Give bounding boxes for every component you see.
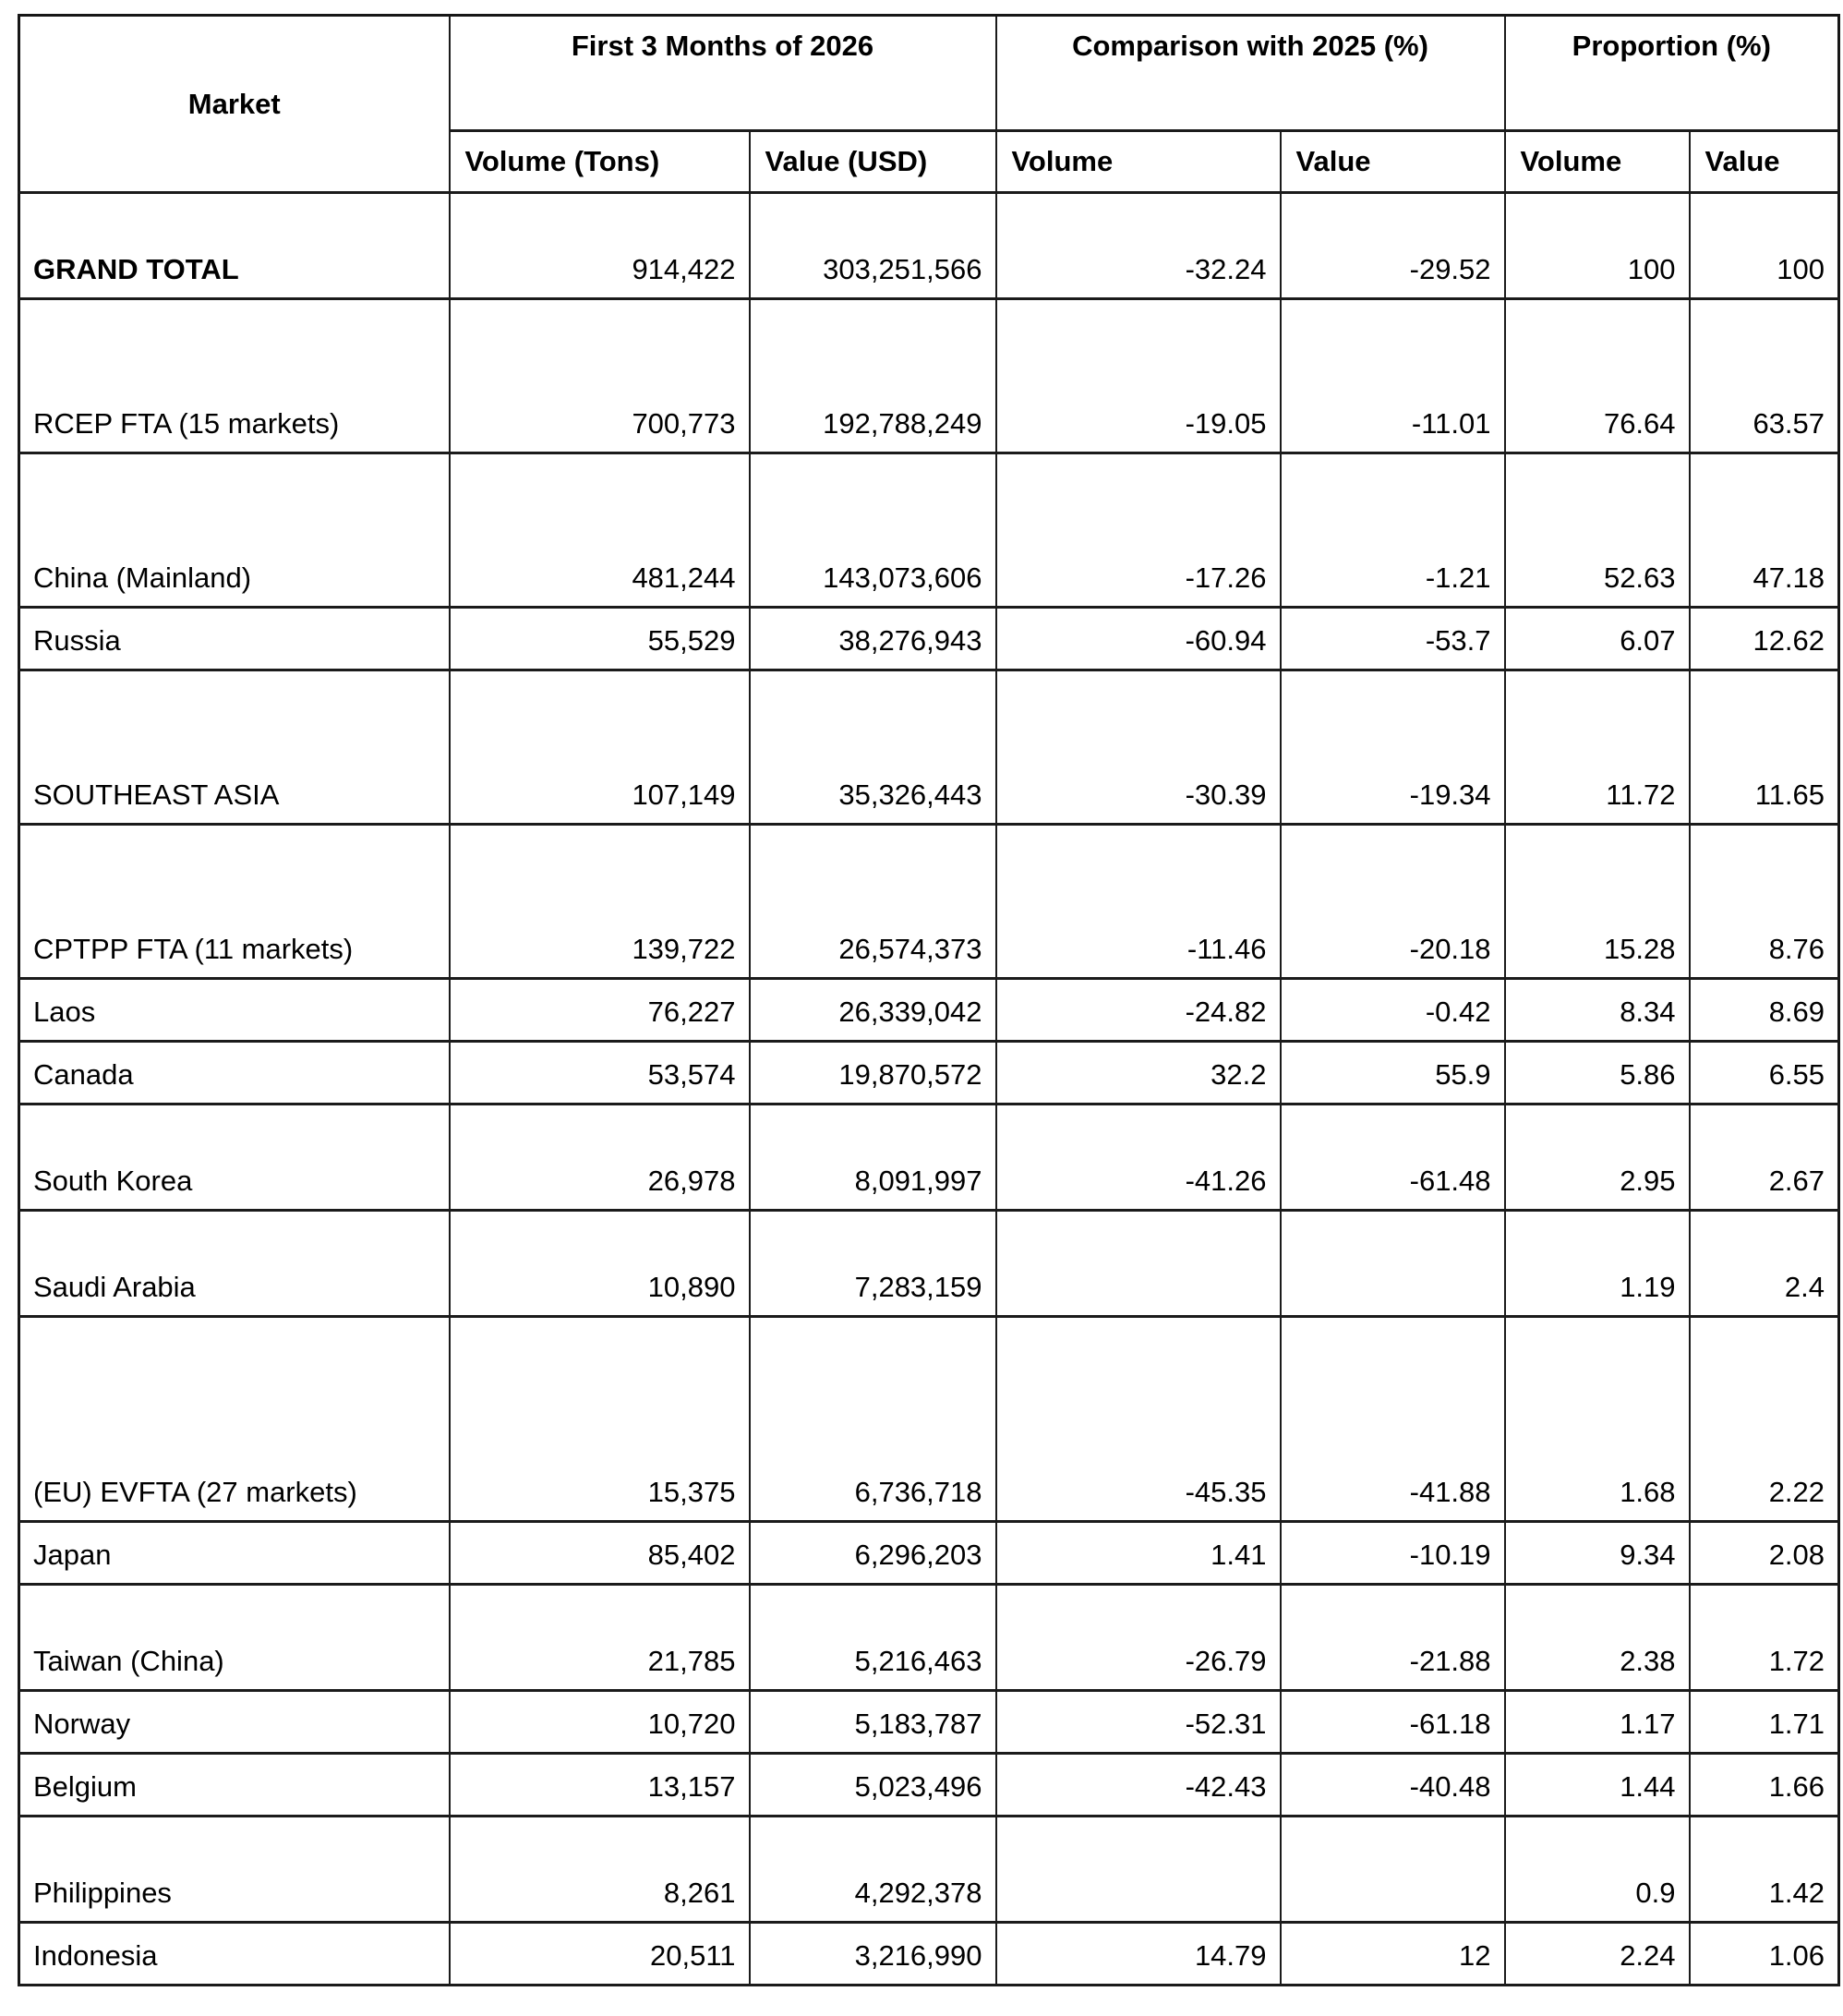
yoy-volume-cell: -52.31 [996, 1691, 1281, 1754]
share-volume-cell: 5.86 [1505, 1042, 1690, 1105]
volume-tons-cell: 10,720 [450, 1691, 750, 1754]
share-value-cell: 1.66 [1690, 1754, 1839, 1817]
value-usd-cell: 4,292,378 [750, 1817, 996, 1923]
share-value-cell: 8.76 [1690, 825, 1839, 979]
value-usd-cell: 5,023,496 [750, 1754, 996, 1817]
market-cell: Laos [19, 979, 450, 1042]
market-cell: Philippines [19, 1817, 450, 1923]
share-value-cell: 100 [1690, 193, 1839, 299]
table-row-japan [19, 1522, 1839, 1585]
value-usd-cell: 38,276,943 [750, 608, 996, 670]
table-row-russia [19, 608, 1839, 670]
volume-tons-cell: 10,890 [450, 1211, 750, 1317]
market-cell: CPTPP FTA (11 markets) [19, 825, 450, 979]
value-usd-cell: 5,216,463 [750, 1585, 996, 1691]
share-volume-cell: 1.68 [1505, 1317, 1690, 1522]
table-row-southeast-asia [19, 670, 1839, 825]
export-markets-table [18, 14, 1840, 1986]
volume-tons-cell: 914,422 [450, 193, 750, 299]
value-usd-cell: 8,091,997 [750, 1105, 996, 1211]
market-cell: Canada [19, 1042, 450, 1105]
share-value-cell: 2.22 [1690, 1317, 1839, 1522]
market-cell: Russia [19, 608, 450, 670]
share-volume-cell: 2.95 [1505, 1105, 1690, 1211]
yoy-value-cell: -1.21 [1281, 453, 1505, 608]
volume-tons-cell: 8,261 [450, 1817, 750, 1923]
subheader-yoy-value: Value [1281, 131, 1505, 193]
yoy-value-cell: 12 [1281, 1923, 1505, 1986]
yoy-value-cell: -21.88 [1281, 1585, 1505, 1691]
volume-tons-cell: 107,149 [450, 670, 750, 825]
market-cell: Taiwan (China) [19, 1585, 450, 1691]
yoy-value-cell: -11.01 [1281, 299, 1505, 453]
subheader-yoy-volume: Volume [996, 131, 1281, 193]
subheader-share-volume: Volume [1505, 131, 1690, 193]
yoy-value-cell: -10.19 [1281, 1522, 1505, 1585]
table-row-south-korea [19, 1105, 1839, 1211]
yoy-value-cell: -41.88 [1281, 1317, 1505, 1522]
volume-tons-cell: 26,978 [450, 1105, 750, 1211]
value-usd-cell: 3,216,990 [750, 1923, 996, 1986]
table-row-belgium [19, 1754, 1839, 1817]
value-usd-cell: 19,870,572 [750, 1042, 996, 1105]
table-row-canada [19, 1042, 1839, 1105]
market-cell: SOUTHEAST ASIA [19, 670, 450, 825]
market-cell: Saudi Arabia [19, 1211, 450, 1317]
table-row-china [19, 453, 1839, 608]
yoy-volume-cell [996, 1211, 1281, 1317]
value-usd-cell: 6,296,203 [750, 1522, 996, 1585]
group-header-first-3-months-2026: First 3 Months of 2026 [450, 16, 996, 131]
yoy-volume-cell: -24.82 [996, 979, 1281, 1042]
yoy-volume-cell: -42.43 [996, 1754, 1281, 1817]
share-volume-cell: 6.07 [1505, 608, 1690, 670]
subheader-share-value: Value [1690, 131, 1839, 193]
volume-tons-cell: 53,574 [450, 1042, 750, 1105]
volume-tons-cell: 20,511 [450, 1923, 750, 1986]
yoy-value-cell: 55.9 [1281, 1042, 1505, 1105]
share-value-cell: 1.42 [1690, 1817, 1839, 1923]
market-cell: South Korea [19, 1105, 450, 1211]
yoy-value-cell: -19.34 [1281, 670, 1505, 825]
share-value-cell: 47.18 [1690, 453, 1839, 608]
yoy-value-cell: -29.52 [1281, 193, 1505, 299]
share-value-cell: 6.55 [1690, 1042, 1839, 1105]
table-body [19, 193, 1839, 1986]
volume-tons-cell: 21,785 [450, 1585, 750, 1691]
share-value-cell: 2.4 [1690, 1211, 1839, 1317]
yoy-volume-cell: -19.05 [996, 299, 1281, 453]
table-row-laos [19, 979, 1839, 1042]
header-group-row [19, 16, 1839, 131]
share-value-cell: 2.67 [1690, 1105, 1839, 1211]
share-volume-cell: 2.38 [1505, 1585, 1690, 1691]
share-value-cell: 2.08 [1690, 1522, 1839, 1585]
yoy-value-cell: -53.7 [1281, 608, 1505, 670]
value-usd-cell: 303,251,566 [750, 193, 996, 299]
yoy-volume-cell: -32.24 [996, 193, 1281, 299]
group-header-proportion: Proportion (%) [1505, 16, 1839, 131]
yoy-volume-cell: 14.79 [996, 1923, 1281, 1986]
yoy-value-cell [1281, 1211, 1505, 1317]
share-volume-cell: 76.64 [1505, 299, 1690, 453]
table-row-norway [19, 1691, 1839, 1754]
yoy-volume-cell: 1.41 [996, 1522, 1281, 1585]
volume-tons-cell: 139,722 [450, 825, 750, 979]
share-value-cell: 8.69 [1690, 979, 1839, 1042]
value-usd-cell: 6,736,718 [750, 1317, 996, 1522]
table-row-eu-evfta [19, 1317, 1839, 1522]
yoy-value-cell: -40.48 [1281, 1754, 1505, 1817]
share-volume-cell: 0.9 [1505, 1817, 1690, 1923]
yoy-volume-cell: -41.26 [996, 1105, 1281, 1211]
yoy-value-cell: -61.48 [1281, 1105, 1505, 1211]
share-volume-cell: 8.34 [1505, 979, 1690, 1042]
yoy-volume-cell: -30.39 [996, 670, 1281, 825]
share-value-cell: 63.57 [1690, 299, 1839, 453]
yoy-value-cell [1281, 1817, 1505, 1923]
subheader-value-usd: Value (USD) [750, 131, 996, 193]
group-header-comparison-2025: Comparison with 2025 (%) [996, 16, 1505, 131]
value-usd-cell: 26,339,042 [750, 979, 996, 1042]
table-header [19, 16, 1839, 193]
market-cell: Indonesia [19, 1923, 450, 1986]
volume-tons-cell: 13,157 [450, 1754, 750, 1817]
value-usd-cell: 7,283,159 [750, 1211, 996, 1317]
share-volume-cell: 9.34 [1505, 1522, 1690, 1585]
value-usd-cell: 26,574,373 [750, 825, 996, 979]
volume-tons-cell: 76,227 [450, 979, 750, 1042]
market-cell: (EU) EVFTA (27 markets) [19, 1317, 450, 1522]
value-usd-cell: 5,183,787 [750, 1691, 996, 1754]
table-row-taiwan [19, 1585, 1839, 1691]
volume-tons-cell: 55,529 [450, 608, 750, 670]
value-usd-cell: 143,073,606 [750, 453, 996, 608]
value-usd-cell: 192,788,249 [750, 299, 996, 453]
market-cell: GRAND TOTAL [19, 193, 450, 299]
volume-tons-cell: 481,244 [450, 453, 750, 608]
table-row-philippines [19, 1817, 1839, 1923]
share-volume-cell: 100 [1505, 193, 1690, 299]
volume-tons-cell: 15,375 [450, 1317, 750, 1522]
volume-tons-cell: 700,773 [450, 299, 750, 453]
yoy-volume-cell [996, 1817, 1281, 1923]
share-value-cell: 11.65 [1690, 670, 1839, 825]
yoy-volume-cell: -60.94 [996, 608, 1281, 670]
volume-tons-cell: 85,402 [450, 1522, 750, 1585]
table-row-rcep [19, 299, 1839, 453]
share-volume-cell: 1.44 [1505, 1754, 1690, 1817]
table-row-indonesia [19, 1923, 1839, 1986]
yoy-volume-cell: -11.46 [996, 825, 1281, 979]
share-value-cell: 1.72 [1690, 1585, 1839, 1691]
export-markets-table-container [18, 14, 1840, 1986]
yoy-value-cell: -61.18 [1281, 1691, 1505, 1754]
market-cell: RCEP FTA (15 markets) [19, 299, 450, 453]
subheader-volume-tons: Volume (Tons) [450, 131, 750, 193]
share-volume-cell: 2.24 [1505, 1923, 1690, 1986]
market-cell: Belgium [19, 1754, 450, 1817]
yoy-value-cell: -0.42 [1281, 979, 1505, 1042]
table-row-saudi-arabia [19, 1211, 1839, 1317]
yoy-volume-cell: 32.2 [996, 1042, 1281, 1105]
share-value-cell: 1.06 [1690, 1923, 1839, 1986]
share-volume-cell: 1.17 [1505, 1691, 1690, 1754]
share-volume-cell: 15.28 [1505, 825, 1690, 979]
share-value-cell: 1.71 [1690, 1691, 1839, 1754]
market-column-header: Market [19, 16, 450, 193]
value-usd-cell: 35,326,443 [750, 670, 996, 825]
market-cell: Japan [19, 1522, 450, 1585]
yoy-value-cell: -20.18 [1281, 825, 1505, 979]
market-cell: Norway [19, 1691, 450, 1754]
market-cell: China (Mainland) [19, 453, 450, 608]
yoy-volume-cell: -45.35 [996, 1317, 1281, 1522]
share-volume-cell: 52.63 [1505, 453, 1690, 608]
table-row-grand-total [19, 193, 1839, 299]
share-volume-cell: 11.72 [1505, 670, 1690, 825]
share-volume-cell: 1.19 [1505, 1211, 1690, 1317]
yoy-volume-cell: -17.26 [996, 453, 1281, 608]
yoy-volume-cell: -26.79 [996, 1585, 1281, 1691]
share-value-cell: 12.62 [1690, 608, 1839, 670]
table-row-cptpp [19, 825, 1839, 979]
